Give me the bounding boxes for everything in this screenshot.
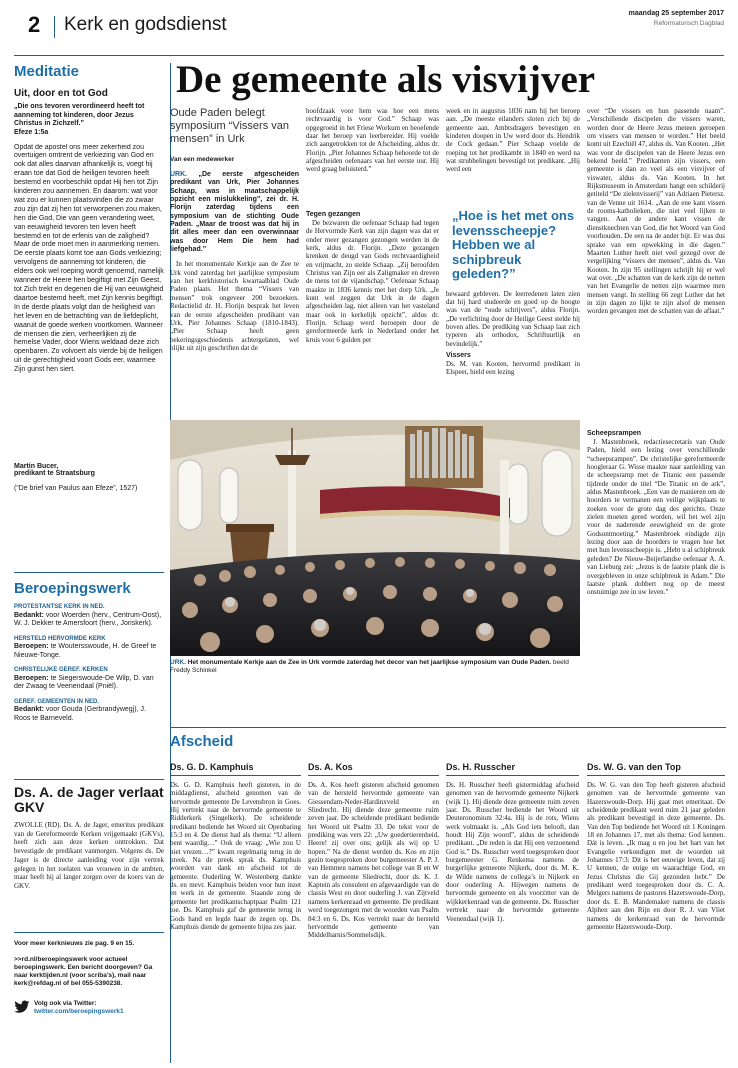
main-headline: De gemeente als visvijver: [176, 58, 596, 101]
header-divider: [54, 16, 55, 38]
article-byline: Van een medewerker: [170, 156, 235, 163]
left-rule-2: [14, 779, 164, 780]
beroepingswerk-block: [14, 580, 164, 729]
article-col-3: [446, 107, 580, 377]
article-col2-text-b: De bezwaren die oefenaar Schaap had tegen de Hervormde Kerk van zijn dagen was dat er onder meer gezangen gezongen werden in de kerk, aldus dr. Florijn. „Deze gezangen krenken de deugd van Gods rechtvaardigheid en vrijmacht, zo stelde Schaap. „Zij beroofden Christus van Zijn eer als Zaligmaker en dreven de mens tot de vijandschap.” Oefenaar Schaap maakte in 1836 kennis met het dorp Urk. „Je kunt wel zeggen dat Urk in de dagen afgescheiden lag, niet alleen van het vasteland maar ook in kerkelijk opzicht”, aldus dr. Florijn. Schaap werd beroepen door de gereformeerde kerk in Nederland onder het kruis voor 6 gulden per: [306, 219, 439, 344]
afscheid-name: Ds. G. D. Kamphuis: [170, 762, 301, 776]
notice-label: Bedankt:: [14, 611, 44, 619]
afscheid-text: Ds. A. Kos heeft gisteren afscheid genomen van de hersteld hervormde gemeente van Giessendam-Neder-Hardinxveld en Sliedrecht. Hij diende deze gemeente ruim zeven jaar. De scheidende predikant bediende het Woord uit Psalm 33. De tekst voor de prediking was vers 22: „Uw goedertierenheid, Heere! zij over ons; gelijk als wij op U hopen.” Na de dienst werden ds. Kos en zijn gezin toegesproken door burgemeester A. P. J. van Hemmen namens het college van B en W van de gemeente Sliedrecht, door ds. K. J. Kaptein als consulent en afgevaardigde van de classis West en door ouderling J. van Zijtveld namens kerkenraad en gemeente. De predikant werd toegezongen met de woorden van Psalm 84:3 en 6. Ds. Kos vertrekt naar de hersteld hervormde gemeente van Middelharnis/Sommelsdijk.: [308, 781, 439, 940]
left-rule-3: [14, 932, 164, 933]
afscheid-text: Ds. W. G. van den Top heeft gisteren afscheid genomen van de hervormde gemeente van Hazerswoude-Dorp. Hij gaat met emeritaat. De scheidende predikant werd ruim 21 jaar geleden als predikant bevestigd in deze gemeente. Ds. Van den Top bediende het Woord uit 1 Koningen 18 en Johannes 17, met als thema: God kennen. Dát is leven. „Ik mag u en jou het hart van het Evangelie verkondigen met de woorden uit Johannes 17:3: Dit is het eeuwige leven, dat zij U kennen, de enige en waarachtige God, en Jezus Christus die Gij gezonden hebt.” De predikant werd toegesproken door ds. C. A. Melgers namens de pastores Hazerswoude-Dorp, door ds. E. B. Mandemaker namens de classis Alphen aan den Rijn en door R. J. van Vliet namens de kerkenraad van de hervormde gemeente Hazerswoude-Dorp.: [587, 781, 725, 931]
page-date: maandag 25 september 2017: [628, 10, 724, 17]
article-col-1: [170, 107, 299, 410]
article-col2-text-a: hoofdzaak voor hem was hoe een mens rechtvaardig is voor God.” Schaap was opgegroeid in het Friese Workum en beoefende daar het beroep van leerbereider. Hij voelde zich aangetrokken tot de Afscheiding, aldus dr. Florijn. „Pier Johannes Schaap behoorde tot de afgescheiden oefenaars van het eerste uur. Hij werd graag beluisterd.”: [306, 107, 439, 174]
afscheid-rule: [170, 727, 726, 728]
afscheid-name: Ds. A. Kos: [308, 762, 439, 776]
lead-city: URK.: [170, 171, 188, 178]
meditatie-ref: Efeze 1:5a: [14, 128, 49, 136]
article-col4-text-a: over “De vissers en hun passende naam”. „Verschillende discipelen die vissers waren, worden door de Heere Jezus meteen geroepen om vissers van mensen te worden.” Het beeld komt uit Ezechiël 47, aldus ds. Van Kooten. „Het was voor de discipelen van de Heere Jezus een bekend beeld.” Predikanten zijn vissers, een gemeente is dan zo veel als een visvijver of viswater, aldus ds. Van Kooten. In het Rijksmuseum in Amsterdam hangt een schilderij getiteld “De zielenvisserij” van Adriaen Pietersz. van de Venne uit 1614. „Aan de ene kant vissen de rooms-katholieken, die niet veel lijken te vangen. Aan de andere kant vissen de dienstknechten van God, die het Woord van God voorhouden. De een na de ander bijt. Er was dus sprake van een opwekking in die dagen.” Maarten Luther heeft niet veel gezegd over de vergelijking “vissers der mensen”, aldus ds. Van Kooten. In zijn 95 stellingen schrijft hij er wel wat over. „De schatten van de kerk zijn de netten van het Evangelie de netten zijn waarmee men mensen vangt. In stelling 66 zegt Luther dat het in zijn dagen zo lijkt te zijn alsof de mensen worden gevangen met de schatten van de aflaat.”: [587, 107, 725, 316]
dejager-title: Ds. A. de Jager verlaat GKV: [14, 784, 164, 815]
paper-name: Reformatorisch Dagblad: [653, 20, 724, 27]
notice-church: GEREF. GEMEENTEN IN NED.: [14, 698, 100, 705]
article-col-4: [587, 107, 725, 712]
footer-more-news: Voor meer kerknieuws zie pag. 9 en 15.: [14, 940, 135, 947]
lead-text: „De eerste afgescheiden predikant van Urk, Pier Johannes Schaap, was in maatschappelijk opzicht een mislukkeling”, zei dr. H. Florijn zaterdag tijdens een symposium van de stichting Oude Paden. „Maar de troost was dat hij in dit alles meer dan een overwinnaar was door Hem Die hem had liefgehad.”: [170, 171, 299, 254]
article-col1-text: In het monumentale Kerkje aan de Zee te Urk vond zaterdag het jaarlijkse symposium van het kerkhistorisch kwartaalblad Oude Paden plaats. Het thema “Vissers van mensen” trok ongeveer 200 bezoekers. Redactielid dr. H. Florijn besprak het leven van de eerste afgescheiden predikant van Urk, Pier Johannes Schaap (1810-1843). „Pier Schaap heeft geen bekeringsgeschiedenis achtergelaten, wel blijkt uit zijn geschriften dat de: [170, 260, 299, 352]
subhead-scheepsrampen: Scheepsrampen: [587, 430, 642, 437]
meditatie-body: Opdat de apostel ons meer zekerheid zou overtuigen omtrent de verkiezing van God en ook dat alles daarvan afhankelijk is, voegt hij eraan toe dat God de heiligen tevoren heeft bestemd en voorbeschikt opdat Hij hen tot Zijn kinderen zou aannemen. En daarom: wat voor wat zou er kunnen plaatsvinden die zo zwaar zou zijn dat zij hen tot verworpenen zou maken, hen die God, Die van geen verandering weet, van eeuwigheid tevoren ten leven heeft bestemd en tot de erfenis van de zaligheid? Maar de orde moet men in aanmerking nemen. De eerste plaats komt toe aan Gods verkiezing; vervolgens de aanneming tot kinderen, die elders ook wel roeping wordt genoemd, namelijk wanneer de Heere hen begiftigt met Zijn Geest, tot Zich trekt en degenen die Hij van eeuwigheid daartoe bestemd heeft, met Zijn kennis begiftigt. In de derde plaats volgt dan de heiligheid van het leven en de betrachting van de liefdeplicht, waaruit de goede werken voortkomen. Wanneer de mensen die zien, verheerlijken zij de hemelse Vader, door Wiens weldaad deze zich openbaren. Zo volvoert als vierde bij de heiligen uit de gerechtigheid voort Gods eer, waarmee Zijn gunst hen siert.: [14, 143, 164, 374]
meditatie-block: [14, 63, 164, 493]
article-col3-text-a: week en in augustus 1836 nam hij het beroep aan. „De meeste eilanders sloten zich bij de gemeente aan. Ambtsdragers bevestigen en kinderen doopen in Uw werd door ds. Hendrik de Cock gedaan.” Pier Schaap voelde de roeping tot het predikambt in 1840 en werd na wat strubbelingen bevestigd tot predikant. „Hij werd een: [446, 107, 580, 174]
afscheid-name: Ds. H. Russcher: [446, 762, 579, 776]
section-title: Kerk en godsdienst: [64, 14, 227, 35]
twitter-label: Volg ook via Twitter:: [34, 1000, 97, 1007]
afscheid-col: [587, 762, 725, 1068]
twitter-row: [14, 1000, 164, 1016]
church-interior-image: [170, 420, 580, 656]
article-deck: Oude Paden belegt symposium “Vissers van mensen” in Urk: [170, 107, 289, 145]
meditatie-quote: „Die ons tevoren verordineerd heeft tot aanneming tot kinderen, door Jezus Christus in Zichzelf.”: [14, 103, 145, 127]
afscheid-col: [446, 762, 579, 1068]
notice: [14, 635, 164, 661]
meditatie-title: Meditatie: [14, 63, 80, 80]
notice-label: Beroepen:: [14, 643, 49, 650]
notice-text: voor Gouda (Gerbrandywegj), J. Roos te Barneveld.: [14, 706, 146, 722]
meditatie-author: Martin Bucer,: [14, 462, 59, 470]
afscheid-text: Ds. G. D. Kamphuis heeft gisteren, in de middagdienst, afscheid genomen van de hervormde gemeente De Levensbron in Goes. Hij vertrekt naar de hervormde gemeente te Ridderkerk (Singelkerk). De scheidende predikant bediende het Woord uit Openbaring 15:3 en 4. De dienst had als thema: “U alleen bent waardig…” Ook de vraag: „Wie zou U niet vrezen…?” kwam regelmatig terug in de preek. Na de preek sprak ds. Kamphuis woorden van dank en afscheid tot de gemeente. Ouderling W. Westenberg dankte ds. en mevr. Kamphuis beiden voor hun inzet en werk in de gemeente. Staande zong de gemeente het predikantschaptpaar Psalm 121 toe. Ds. Kamphuis gaf de gemeente terug in Gods hand en legde haar de zegen op. Ds. Kamphuis diende de gemeente bijna zes jaar.: [170, 781, 301, 931]
notice: [14, 698, 164, 724]
article-col3-text-c: Ds. M. van Kooten, hervormd predikant in Elspeet, hield een lezing: [446, 359, 580, 376]
notice-label: Bedankt:: [14, 706, 44, 713]
footer-block: [14, 940, 164, 1016]
afscheid-col: [308, 762, 439, 1068]
caption-city: URK.: [170, 659, 186, 666]
notice-text: voor Woerden (herv., Centrum-Oost), W. J. Dekker te Amersfoort (herv., Joriskerk).: [14, 611, 162, 627]
subhead-gezangen: Tegen gezangen: [306, 211, 361, 218]
notice: [14, 666, 164, 692]
footer-contact: >>rd.nl/beroepingswerk voor actueel beroepingswerk. Een bericht doorgeven? Ga naar kerktijden.nl (voor scriba’s), mail naar kerk@refdag.nl of bel 055-5390238.: [14, 956, 153, 987]
header-rule: [14, 55, 724, 56]
notice-church: PROTESTANTSE KERK IN NED.: [14, 604, 105, 610]
notice: [14, 603, 164, 629]
church-photo: [170, 420, 580, 656]
notice-church: CHRISTELIJKE GEREF. KERKEN: [14, 667, 108, 673]
beroepingswerk-title: Beroepingswerk: [14, 580, 131, 597]
page-number: 2: [28, 12, 41, 37]
photo-caption: [170, 659, 580, 675]
photo-credit: beeld Freddy Schinkel: [170, 659, 569, 674]
article-col3-text-b: bewaard gebleven. De leerredenen laten zien dat hij hard studeerde en goed op de hoogte was van de “oude schrijvers”, aldus Florijn. „De verlichting door de Heilige Geest stelde hij boven alles. De prediking van Schaap laat zich typeren als orthodox, Schriftuurlijk en bevindelijk.”: [446, 289, 580, 348]
notice-label: Beroepen:: [14, 674, 49, 682]
meditatie-source: (“De brief van Paulus aan Efeze”, 1527): [14, 484, 138, 492]
notice-text: te Siegerswoude-De Wilp, D. van der Zwaag te Veenendaal (Pniël).: [14, 674, 154, 690]
article-col-2: [306, 107, 439, 402]
afscheid-name: Ds. W. G. van den Top: [587, 762, 725, 776]
notice-text: te Woutersswoude, H. de Greef te Nieuwe-Tonge.: [14, 643, 157, 659]
notice-church: HERSTELD HERVORMDE KERK: [14, 635, 106, 642]
subhead-vissers: Vissers: [446, 351, 471, 359]
dejager-body: ZWOLLE (RD). Ds. A. de Jager, emeritus predikant van de Gereformeerde Kerken vrijgemaakt (GKVs), heeft zich aan deze kerken onttrokken. Dat bevestigde de predikant vanmorgen. Volgens ds. De Jager is de directe aanleiding voor zijn vertrek gelegen in het toelaten van vrouwen in de ambten, maar heeft hij al langer zorgen over de koers van de GKV.: [14, 821, 164, 890]
article-lead: [170, 171, 299, 254]
pull-quote: „Hoe is het met ons levensscheepje? Hebben we al schipbreuk geleden?”: [452, 208, 575, 281]
afscheid-text: Ds. H. Russcher heeft gistermiddag afscheid genomen van de hervormde gemeente Nijkerk (wijk 1). Hij diende deze gemeente ruim zeven jaar. Ds. Russcher bediende het Woord uit Deuteronomium 32:4a. Hij is de rots, Wiens werk volmaakt is. „Als God iets belooft, dan houdt Hij Zijn woord”, aldus de scheidende predikant. „De reden is dat Hij een verzoenend God is.” Ds. Russcher werd toegesproken door burgemeester G. Renkema namens de burgerlijke gemeente Nijkerk, door ds. M. K. de Wilde namens de collega’s in Nijkerk en door ouderling A. Hijwegen namens de hervormde gemeente en als voorzitter van de wijkkerkenraad van de gemeente. Ds. Russcher vertrekt naar de hervormde gemeente Veenendaal (wijk 1).: [446, 781, 579, 923]
left-rule-1: [14, 572, 164, 573]
dejager-block: [14, 785, 164, 891]
caption-text: Het monumentale Kerkje aan de Zee in Urk vormde zaterdag het decor van het jaarlijkse symposium van Oude Paden.: [187, 659, 552, 666]
twitter-link[interactable]: twitter.com/beroepingswerk1: [34, 1008, 124, 1015]
twitter-icon: [14, 1000, 30, 1014]
meditatie-author-role: predikant te Straatsburg: [14, 469, 95, 477]
meditatie-heading: Uit, door en tot God: [14, 88, 108, 99]
afscheid-col: [170, 762, 301, 1068]
article-col4-text-b: J. Mastenbroek, redactiesecretaris van Oude Paden, hield een lezing over verschillende “scheepsrampen”. De christelijke gereformeerde hoogleraar G. Wisse maakte naar aanleiding van de scheepsramp met de Titanic een passende tijdrede onder de titel “De Titanic en de ark”, aldus Mastenbroek. „Een van de manieren om de hoorders te vermanen een veilige wijkplaats te zoeken voor de grote dag des gerichts. Onze zielen moeten gered worden, wil het wel zijn voor de naderende eeuwigheid en de grote Godsontmoeting.” Mastenbroek eindigde zijn lezing door aan de hoorders te vragen hoe het met hun levensscheepje is. „Hebt u al schipbreuk geleden? De Nieuw-Beijerlandse oefenaar A. A. van Lieburg zei: „Jezus is de laatste plank die is overgebleven in onze schipbreuk in Adam.” Die laatste plank dobbert nog op de meest onstuimige zee in uw leven.”: [587, 438, 725, 597]
afscheid-title: Afscheid: [170, 733, 234, 750]
